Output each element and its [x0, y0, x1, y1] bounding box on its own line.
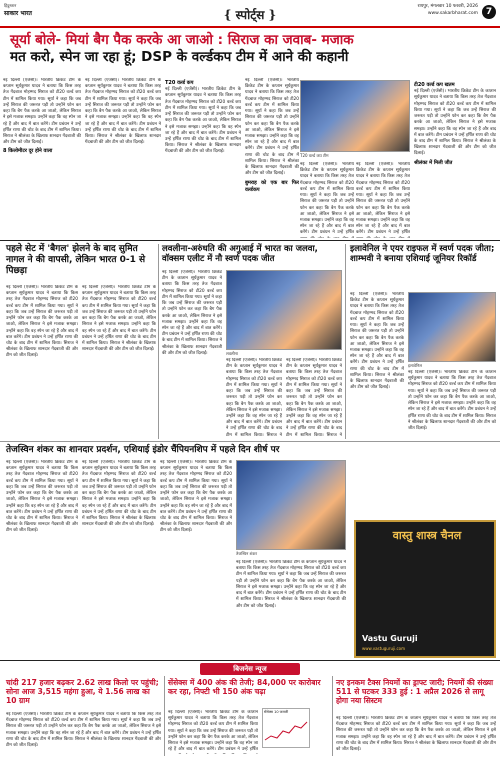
divider-v3: [164, 676, 165, 756]
business-news-label: बिजनेस न्यूज: [200, 663, 300, 675]
website-text: www.sakarbharat.com: [427, 10, 478, 16]
sensex-chart-label: सेंसेक्स 10 फरवरी: [264, 710, 289, 714]
section-title: { स्पोर्ट्स }: [223, 8, 277, 22]
business-2-body: नई दिल्ली (एजेंसी)। भारतीय क्रिकेट टीम के कप्तान सूर्यकुमार यादव ने बताया कि किस तरह तेज गेंदबाज मोहम्मद सिराज को टी20 वर्ल्ड कप टीम में शामिल किया गया। सूर्या ने कहा कि जब उन्हें सिराज की जरूरत पड़ी तो उन्होंने फोन कर कहा कि बैग पैक करके आ जाओ, लेकिन सिराज ने इसे मजाक समझा। उन्होंने कहा कि वह स्पेन जा रहे हैं और बाद में बात करेंगे। टीम प्रबंधन ने उन्हें हर्षित: [168, 710, 258, 753]
story-3-title: इलावेनिल ने एयर राइफल में स्वर्ण पदक जीता; शाम्भवी ने बनाया एशियाई जूनियर रिकॉर्ड: [350, 244, 495, 265]
story-4-caption: तेजस्विन शंकर: [236, 551, 257, 556]
business-3-body: नई दिल्ली (एजेंसी)। भारतीय क्रिकेट टीम के कप्तान सूर्यकुमार यादव ने बताया कि किस तरह तेज गेंदबाज मोहम्मद सिराज को टी20 वर्ल्ड कप टीम में शामिल किया गया। सूर्या ने कहा कि जब उन्हें सिराज की जरूरत पड़ी तो उन्होंने फोन कर कहा कि बैग पैक करके आ जाओ, लेकिन सिराज ने इसे मजाक समझा। उन्होंने कहा कि वह स्पेन जा रहे हैं और बाद में बात करेंगे। टीम प्रबंधन ने उन्हें हर्षित राणा की चोट के बाद टीम में शामिल किया। सिराज ने श्रीलंका के खिलाफ शानदार गेंदबाजी की और टीम को जीत दिलाई।: [336, 716, 496, 753]
lead-headline-black: मत करो, स्पेन जा रहा हूं; DSP के वर्ल्डकप टीम में आने की कहानी: [10, 48, 349, 65]
lead-col-2: [85, 78, 161, 238]
sensex-chart: [262, 708, 310, 748]
divider-v1: [158, 244, 159, 439]
story-3-photo: [408, 292, 496, 362]
lead-col-3: [165, 78, 241, 238]
lead-subhead-2: T20 वर्ल्ड कप: [165, 80, 194, 86]
story-4-body-d: नई दिल्ली (एजेंसी)। भारतीय क्रिकेट टीम के कप्तान सूर्यकुमार यादव ने बताया कि किस तरह तेज गेंदबाज मोहम्मद सिराज को टी20 वर्ल्ड कप टीम में शामिल किया गया। सूर्या ने कहा कि जब उन्हें सिराज की जरूरत पड़ी तो उन्होंने फोन कर कहा कि बैग पैक करके आ जाओ, लेकिन सिराज ने इसे मजाक समझा। उन्होंने कहा कि वह स्पेन जा रहे हैं और बाद में बात करेंगे। टीम प्रबंधन ने उन्हें हर्षित राणा की चोट के बाद टीम में शामिल किया। सिराज ने श्रीलंका के खिलाफ शानदार गेंदबाजी की और टीम को जीत दिलाई।: [236, 560, 346, 609]
divider-3: [0, 660, 500, 661]
ad-brand: Vastu Guruji: [362, 634, 418, 643]
story-4-body-b: नई दिल्ली (एजेंसी)। भारतीय क्रिकेट टीम के कप्तान सूर्यकुमार यादव ने बताया कि किस तरह तेज गेंदबाज मोहम्मद सिराज को टी20 वर्ल्ड कप टीम में शामिल किया गया। सूर्या ने कहा कि जब उन्हें सिराज की जरूरत पड़ी तो उन्होंने फोन कर कहा कि बैग पैक करके आ जाओ, लेकिन सिराज ने इसे मजाक समझा। उन्होंने कहा कि वह स्पेन जा रहे हैं और बाद में बात करेंगे। टीम प्रबंधन ने उन्हें हर्षित राणा की चोट के बाद टीम में शामिल किया। सिराज ने श्रीलंका के खिलाफ शानदार गेंदबाजी की और टीम को जीत दिलाई।: [82, 460, 156, 528]
brand-logo: [4, 3, 76, 17]
story-4-photo: [236, 460, 346, 550]
page-number: 7: [482, 5, 496, 19]
brand-top: हिंदुस्तान: [4, 3, 17, 8]
lead-right-col: [414, 80, 496, 238]
divider-1: [0, 240, 500, 241]
lead-body-3: नई दिल्ली (एजेंसी)। भारतीय क्रिकेट टीम के कप्तान सूर्यकुमार यादव ने बताया कि किस तरह तेज गेंदबाज मोहम्मद सिराज को टी20 वर्ल्ड कप टीम में शामिल किया गया। सूर्या ने कहा कि जब उन्हें सिराज की जरूरत पड़ी तो उन्होंने फोन कर कहा कि बैग पैक करके आ जाओ, लेकिन सिराज ने इसे मजाक समझा। उन्होंने कहा कि वह स्पेन जा रहे हैं और बाद में बात करेंगे। टीम प्रबंधन ने उन्हें हर्षित राणा की चोट के बाद टीम में शामिल किया। सिराज ने श्रीलंका के खिलाफ शानदार गेंदबाजी की और टीम को जीत दिलाई।: [165, 87, 241, 155]
divider-v2: [345, 244, 346, 439]
story-2-body-c: नई दिल्ली (एजेंसी)। भारतीय क्रिकेट टीम के कप्तान सूर्यकुमार यादव ने बताया कि किस तरह तेज गेंदबाज मोहम्मद सिराज को टी20 वर्ल्ड कप टीम में शामिल किया गया। सूर्या ने कहा कि जब उन्हें सिराज की जरूरत पड़ी तो उन्होंने फोन कर कहा कि बैग पैक करके आ जाओ, लेकिन सिराज ने इसे मजाक समझा। उन्होंने कहा कि वह स्पेन जा रहे हैं और बाद में बात करेंगे। टीम प्रबंधन ने उन्हें हर्षित राणा की चोट के बाद टीम में शामिल किया। सिराज ने: [286, 358, 342, 438]
story-4-body-a: नई दिल्ली (एजेंसी)। भारतीय क्रिकेट टीम के कप्तान सूर्यकुमार यादव ने बताया कि किस तरह तेज गेंदबाज मोहम्मद सिराज को टी20 वर्ल्ड कप टीम में शामिल किया गया। सूर्या ने कहा कि जब उन्हें सिराज की जरूरत पड़ी तो उन्होंने फोन कर कहा कि बैग पैक करके आ जाओ, लेकिन सिराज ने इसे मजाक समझा। उन्होंने कहा कि वह स्पेन जा रहे हैं और बाद में बात करेंगे। टीम प्रबंधन ने उन्हें हर्षित राणा की चोट के बाद टीम में शामिल किया। सिराज ने श्रीलंका के खिलाफ शानदार गेंदबाजी की और टीम को जीत दिलाई।: [6, 460, 78, 534]
lead-subhead-3: बुमराह को एक बार फिर वर्ल्डकप: [245, 179, 299, 193]
brand-name: साकार भारत: [4, 10, 32, 17]
masthead: [0, 0, 500, 28]
lead-body-1: नई दिल्ली (एजेंसी)। भारतीय क्रिकेट टीम के कप्तान सूर्यकुमार यादव ने बताया कि किस तरह तेज गेंदबाज मोहम्मद सिराज को टी20 वर्ल्ड कप टीम में शामिल किया गया। सूर्या ने कहा कि जब उन्हें सिराज की जरूरत पड़ी तो उन्होंने फोन कर कहा कि बैग पैक करके आ जाओ, लेकिन सिराज ने इसे मजाक समझा। उन्होंने कहा कि वह स्पेन जा रहे हैं और बाद में बात करेंगे। टीम प्रबंधन ने उन्हें हर्षित राणा की चोट के बाद टीम में शामिल किया। सिराज ने श्रीलंका के खिलाफ शानदार गेंदबाजी की और टीम को जीत दिलाई।: [3, 78, 81, 146]
lead-body-2: नई दिल्ली (एजेंसी)। भारतीय क्रिकेट टीम के कप्तान सूर्यकुमार यादव ने बताया कि किस तरह तेज गेंदबाज मोहम्मद सिराज को टी20 वर्ल्ड कप टीम में शामिल किया गया। सूर्या ने कहा कि जब उन्हें सिराज की जरूरत पड़ी तो उन्होंने फोन कर कहा कि बैग पैक करके आ जाओ, लेकिन सिराज ने इसे मजाक समझा। उन्होंने कहा कि वह स्पेन जा रहे हैं और बाद में बात करेंगे। टीम प्रबंधन ने उन्हें हर्षित राणा की चोट के बाद टीम में शामिल किया। सिराज ने श्रीलंका के खिलाफ शानदार गेंदबाजी की और टीम को जीत दिलाई।: [85, 78, 161, 146]
ad-title: वास्तु शास्त्र चैनल: [392, 529, 462, 542]
date-line: [418, 4, 478, 18]
divider-v4: [332, 676, 333, 756]
story-1-body-a: नई दिल्ली (एजेंसी)। भारतीय क्रिकेट टीम के कप्तान सूर्यकुमार यादव ने बताया कि किस तरह तेज गेंदबाज मोहम्मद सिराज को टी20 वर्ल्ड कप टीम में शामिल किया गया। सूर्या ने कहा कि जब उन्हें सिराज की जरूरत पड़ी तो उन्होंने फोन कर कहा कि बैग पैक करके आ जाओ, लेकिन सिराज ने इसे मजाक समझा। उन्होंने कहा कि वह स्पेन जा रहे हैं और बाद में बात करेंगे। टीम प्रबंधन ने उन्हें हर्षित राणा की चोट के बाद टीम में शामिल किया। सिराज ने श्रीलंका के खिलाफ शानदार गेंदबाजी की और टीम को जीत दिलाई।: [6, 285, 78, 359]
story-4-title: तेजस्विन शंकर का शानदार प्रदर्शन, एशियाई इंडोर चैंपियनशिप में पहले दिन शीर्ष पर: [6, 445, 280, 455]
story-1-body-b: नई दिल्ली (एजेंसी)। भारतीय क्रिकेट टीम के कप्तान सूर्यकुमार यादव ने बताया कि किस तरह तेज गेंदबाज मोहम्मद सिराज को टी20 वर्ल्ड कप टीम में शामिल किया गया। सूर्या ने कहा कि जब उन्हें सिराज की जरूरत पड़ी तो उन्होंने फोन कर कहा कि बैग पैक करके आ जाओ, लेकिन सिराज ने इसे मजाक समझा। उन्होंने कहा कि वह स्पेन जा रहे हैं और बाद में बात करेंगे। टीम प्रबंधन ने उन्हें हर्षित राणा की चोट के बाद टीम में शामिल किया। सिराज ने श्रीलंका के खिलाफ शानदार गेंदबाजी की और टीम को जीत दिलाई।: [82, 285, 156, 353]
story-2-body-a: नई दिल्ली (एजेंसी)। भारतीय क्रिकेट टीम के कप्तान सूर्यकुमार यादव ने बताया कि किस तरह तेज गेंदबाज मोहम्मद सिराज को टी20 वर्ल्ड कप टीम में शामिल किया गया। सूर्या ने कहा कि जब उन्हें सिराज की जरूरत पड़ी तो उन्होंने फोन कर कहा कि बैग पैक करके आ जाओ, लेकिन सिराज ने इसे मजाक समझा। उन्होंने कहा कि वह स्पेन जा रहे हैं और बाद में बात करेंगे। टीम प्रबंधन ने उन्हें हर्षित राणा की चोट के बाद टीम में शामिल किया। सिराज ने श्रीलंका के खिलाफ शानदार गेंदबाजी की और टीम को जीत दिलाई।: [162, 270, 222, 356]
story-2-title: लवलीना-अरुंधति की अगुआई में भारत का जलवा, वॉक्सम एलीट में नौ स्वर्ण पदक जीत: [162, 244, 318, 265]
story-3-body-a: नई दिल्ली (एजेंसी)। भारतीय क्रिकेट टीम के कप्तान सूर्यकुमार यादव ने बताया कि किस तरह तेज गेंदबाज मोहम्मद सिराज को टी20 वर्ल्ड कप टीम में शामिल किया गया। सूर्या ने कहा कि जब उन्हें सिराज की जरूरत पड़ी तो उन्होंने फोन कर कहा कि बैग पैक करके आ जाओ, लेकिन सिराज ने इसे मजाक समझा। उन्होंने कहा कि वह स्पेन जा रहे हैं और बाद में बात करेंगे। टीम प्रबंधन ने उन्हें हर्षित राणा की चोट के बाद टीम में शामिल किया। सिराज ने श्रीलंका के खिलाफ शानदार गेंदबाजी की और टीम को जीत दिलाई।: [350, 292, 404, 391]
business-1-body: नई दिल्ली (एजेंसी)। भारतीय क्रिकेट टीम के कप्तान सूर्यकुमार यादव ने बताया कि किस तरह तेज गेंदबाज मोहम्मद सिराज को टी20 वर्ल्ड कप टीम में शामिल किया गया। सूर्या ने कहा कि जब उन्हें सिराज की जरूरत पड़ी तो उन्होंने फोन कर कहा कि बैग पैक करके आ जाओ, लेकिन सिराज ने इसे मजाक समझा। उन्होंने कहा कि वह स्पेन जा रहे हैं और बाद में बात करेंगे। टीम प्रबंधन ने उन्हें हर्षित राणा की चोट के बाद टीम में शामिल किया। सिराज ने श्रीलंका के खिलाफ शानदार गेंदबाजी की और टीम को जीत दिलाई।: [6, 712, 161, 749]
lead-col-1: [3, 78, 81, 238]
story-4-body-c: नई दिल्ली (एजेंसी)। भारतीय क्रिकेट टीम के कप्तान सूर्यकुमार यादव ने बताया कि किस तरह तेज गेंदबाज मोहम्मद सिराज को टी20 वर्ल्ड कप टीम में शामिल किया गया। सूर्या ने कहा कि जब उन्हें सिराज की जरूरत पड़ी तो उन्होंने फोन कर कहा कि बैग पैक करके आ जाओ, लेकिन सिराज ने इसे मजाक समझा। उन्होंने कहा कि वह स्पेन जा रहे हैं और बाद में बात करेंगे। टीम प्रबंधन ने उन्हें हर्षित राणा की चोट के बाद टीम में शामिल किया। सिराज ने श्रीलंका के खिलाफ शानदार गेंदबाजी की और टीम को जीत दिलाई।: [160, 460, 232, 534]
team-photo: [300, 80, 410, 152]
team-photo-caption: T20 वर्ल्ड कप टीम: [300, 153, 329, 158]
vastu-advertisement[interactable]: [354, 520, 496, 658]
lead-subhead-1: 8 किलोमीटर दूर होने वाला: [3, 148, 53, 155]
lead-body-5: नई दिल्ली (एजेंसी)। भारतीय क्रिकेट टीम के कप्तान सूर्यकुमार यादव ने बताया कि किस तरह तेज गेंदबाज मोहम्मद सिराज को टी20 वर्ल्ड कप टीम में शामिल किया गया। सूर्या ने कहा कि जब उन्हें सिराज की जरूरत पड़ी तो उन्होंने फोन कर कहा कि बैग पैक करके आ जाओ, लेकिन सिराज ने इसे मजाक समझा। उन्होंने कहा कि वह स्पेन जा रहे हैं और बाद में बात करेंगे। टीम प्रबंधन ने उन्हें हर्षित: [300, 162, 354, 236]
divider-2: [0, 441, 500, 442]
date-text: रायपुर, मंगलवार 10 फरवरी, 2026: [417, 4, 478, 9]
story-2-photo: [226, 270, 342, 350]
sensex-chart-graphic: [263, 716, 309, 746]
ad-contact: www.vastuguruji.com: [362, 646, 406, 651]
lead-headline: [10, 32, 490, 66]
story-3-caption: इलावेनिल: [408, 363, 422, 368]
lead-col-4: [245, 78, 299, 238]
lead-body-4: नई दिल्ली (एजेंसी)। भारतीय क्रिकेट टीम के कप्तान सूर्यकुमार यादव ने बताया कि किस तरह तेज गेंदबाज मोहम्मद सिराज को टी20 वर्ल्ड कप टीम में शामिल किया गया। सूर्या ने कहा कि जब उन्हें सिराज की जरूरत पड़ी तो उन्होंने फोन कर कहा कि बैग पैक करके आ जाओ, लेकिन सिराज ने इसे मजाक समझा। उन्होंने कहा कि वह स्पेन जा रहे हैं और बाद में बात करेंगे। टीम प्रबंधन ने उन्हें हर्षित राणा की चोट के बाद टीम में शामिल किया। सिराज ने श्रीलंका के खिलाफ शानदार गेंदबाजी की और टीम को जीत दिलाई।: [245, 78, 299, 177]
lead-body-6: नई दिल्ली (एजेंसी)। भारतीय क्रिकेट टीम के कप्तान सूर्यकुमार यादव ने बताया कि किस तरह तेज गेंदबाज मोहम्मद सिराज को टी20 वर्ल्ड कप टीम में शामिल किया गया। सूर्या ने कहा कि जब उन्हें सिराज की जरूरत पड़ी तो उन्होंने फोन कर कहा कि बैग पैक करके आ जाओ, लेकिन सिराज ने इसे मजाक समझा। उन्होंने कहा कि वह स्पेन जा रहे हैं और बाद में बात करेंगे। टीम प्रबंधन ने उन्हें हर्षित: [356, 162, 410, 236]
business-1-title: चांदी 217 हजार बढ़कर 2.62 लाख किलो पर पहुंची; सोना आज 3,515 महंगा हुआ, ये 1.56 लाख का 10 ग्राम: [6, 678, 159, 705]
business-2-title: सेंसेक्स में 400 अंक की तेजी; 84,000 पर कारोबार कर रहा, निफ्टी भी 150 अंक चढ़ा: [168, 678, 321, 696]
right-subhead-1: टी20 वर्ल्ड कप खतम: [414, 82, 455, 88]
right-subhead-2: श्रीलंका में मिली जीत: [414, 159, 453, 166]
story-3-body-b: नई दिल्ली (एजेंसी)। भारतीय क्रिकेट टीम के कप्तान सूर्यकुमार यादव ने बताया कि किस तरह तेज गेंदबाज मोहम्मद सिराज को टी20 वर्ल्ड कप टीम में शामिल किया गया। सूर्या ने कहा कि जब उन्हें सिराज की जरूरत पड़ी तो उन्होंने फोन कर कहा कि बैग पैक करके आ जाओ, लेकिन सिराज ने इसे मजाक समझा। उन्होंने कहा कि वह स्पेन जा रहे हैं और बाद में बात करेंगे। टीम प्रबंधन ने उन्हें हर्षित राणा की चोट के बाद टीम में शामिल किया। सिराज ने श्रीलंका के खिलाफ शानदार गेंदबाजी की और टीम को जीत दिलाई।: [408, 370, 496, 431]
lead-headline-red: सूर्या बोले- मियां बैग पैक करके आ जाओ : सिराज का जवाब- मजाक: [10, 32, 354, 48]
story-2-body-b: नई दिल्ली (एजेंसी)। भारतीय क्रिकेट टीम के कप्तान सूर्यकुमार यादव ने बताया कि किस तरह तेज गेंदबाज मोहम्मद सिराज को टी20 वर्ल्ड कप टीम में शामिल किया गया। सूर्या ने कहा कि जब उन्हें सिराज की जरूरत पड़ी तो उन्होंने फोन कर कहा कि बैग पैक करके आ जाओ, लेकिन सिराज ने इसे मजाक समझा। उन्होंने कहा कि वह स्पेन जा रहे हैं और बाद में बात करेंगे। टीम प्रबंधन ने उन्हें हर्षित राणा की चोट के बाद टीम में शामिल किया। सिराज ने: [226, 358, 282, 438]
story-2-caption: लवलीना: [226, 351, 238, 356]
business-3-title: नए इनकम टैक्स नियमों का ड्राफ्ट जारी; नियमों की संख्या 511 से घटकर 333 हुई : 1 अप्रैल 2026 से लागू होगा नया सिस्टम: [336, 678, 494, 705]
right-body: नई दिल्ली (एजेंसी)। भारतीय क्रिकेट टीम के कप्तान सूर्यकुमार यादव ने बताया कि किस तरह तेज गेंदबाज मोहम्मद सिराज को टी20 वर्ल्ड कप टीम में शामिल किया गया। सूर्या ने कहा कि जब उन्हें सिराज की जरूरत पड़ी तो उन्होंने फोन कर कहा कि बैग पैक करके आ जाओ, लेकिन सिराज ने इसे मजाक समझा। उन्होंने कहा कि वह स्पेन जा रहे हैं और बाद में बात करेंगे। टीम प्रबंधन ने उन्हें हर्षित राणा की चोट के बाद टीम में शामिल किया। सिराज ने श्रीलंका के खिलाफ शानदार गेंदबाजी की और टीम को जीत दिलाई।: [414, 89, 496, 157]
story-1-title: पहले सेट में 'बैगल' झेलने के बाद सुमित नागल ने की वापसी, लेकिन भारत 0-1 से पिछड़ा: [6, 244, 146, 276]
